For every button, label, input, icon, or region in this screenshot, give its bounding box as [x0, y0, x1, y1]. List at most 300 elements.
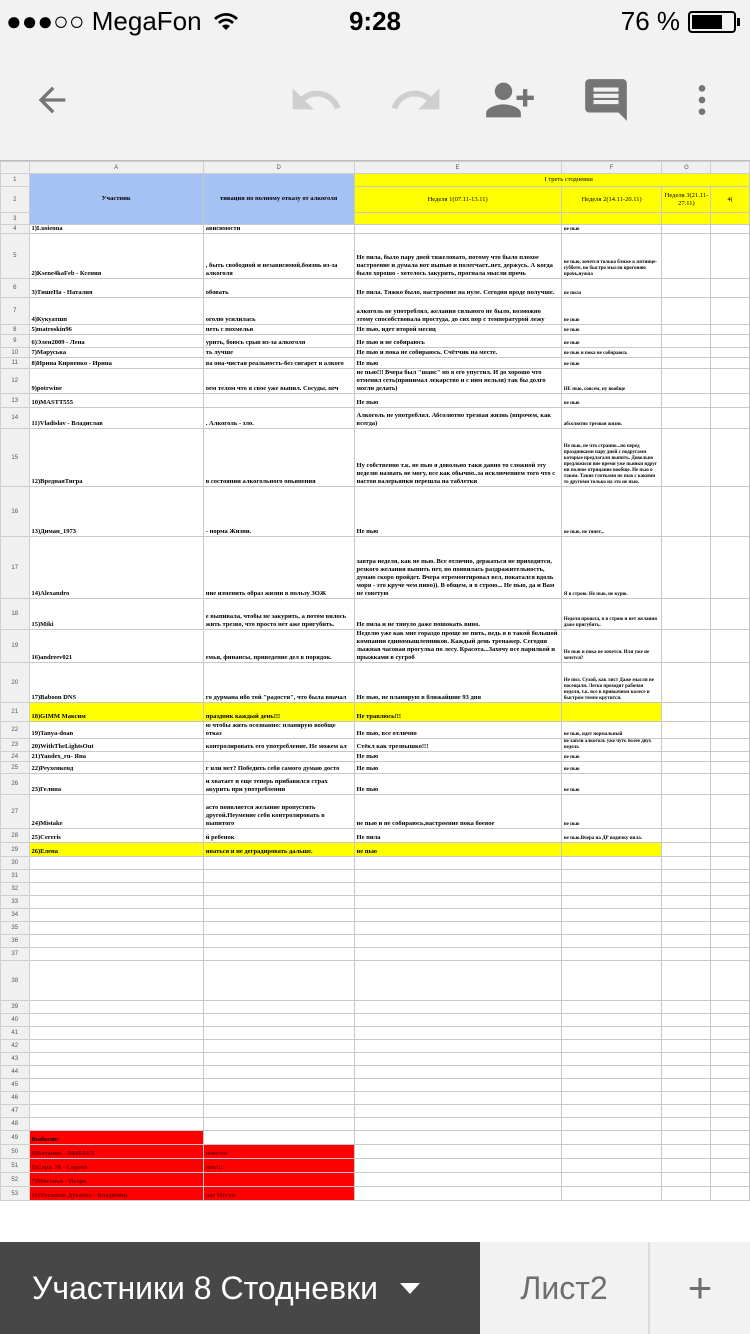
cell[interactable] [354, 1131, 561, 1145]
week3-cell[interactable] [662, 487, 711, 537]
week4-cell[interactable] [711, 739, 750, 752]
row-number[interactable]: 13 [1, 394, 30, 408]
row-number[interactable]: 14 [1, 408, 30, 429]
cell[interactable] [561, 1105, 662, 1118]
motivation-cell[interactable]: го дурмана ибо той "радости", что была вначал [203, 663, 354, 703]
week2-cell[interactable]: Я в строю. Не пью, не курю. [561, 537, 662, 599]
participant-cell[interactable]: 24)Mistake [29, 795, 203, 829]
participant-cell[interactable]: 7)Маруська [29, 348, 203, 358]
cell[interactable] [711, 1145, 750, 1159]
week3-cell[interactable] [662, 722, 711, 739]
week1-cell[interactable]: Не пью и не собираюсь [354, 335, 561, 348]
week1-cell[interactable]: Не травлюсь!!! [354, 703, 561, 722]
week1-cell[interactable]: Не пила [354, 829, 561, 843]
row-number[interactable]: 34 [1, 909, 30, 922]
column-header-g[interactable]: G [662, 162, 711, 174]
participant-cell[interactable]: 21)Yandex_ru- Яна [29, 752, 203, 762]
cell[interactable] [662, 1014, 711, 1027]
cell[interactable] [561, 1066, 662, 1079]
cell[interactable] [354, 1066, 561, 1079]
motivation-cell[interactable]: асто появляется желание пропустить другой.Неумение себя контролировать в выпитого [203, 795, 354, 829]
row-number[interactable]: 48 [1, 1118, 30, 1131]
cell[interactable] [561, 909, 662, 922]
week4-cell[interactable] [711, 762, 750, 774]
week4-cell[interactable] [711, 279, 750, 298]
week3-cell[interactable] [662, 795, 711, 829]
row-number[interactable]: 51 [1, 1159, 30, 1173]
cell[interactable] [203, 922, 354, 935]
cell[interactable] [354, 909, 561, 922]
cell[interactable] [354, 961, 561, 1001]
cell[interactable] [29, 1079, 203, 1092]
cell[interactable] [29, 909, 203, 922]
cell[interactable] [662, 1187, 711, 1201]
row-number[interactable]: 10 [1, 348, 30, 358]
row-number[interactable]: 33 [1, 896, 30, 909]
row-number[interactable]: 16 [1, 487, 30, 537]
cell[interactable] [354, 870, 561, 883]
week2-cell[interactable]: не пью [561, 752, 662, 762]
redo-button[interactable] [386, 70, 446, 130]
row-number[interactable]: 7 [1, 298, 30, 325]
row-number[interactable]: 25 [1, 762, 30, 774]
cell[interactable] [662, 948, 711, 961]
cell[interactable] [662, 1105, 711, 1118]
motivation-cell[interactable]: в состоянии алкогольного опьянения [203, 429, 354, 487]
column-header-e[interactable]: E [354, 162, 561, 174]
cell[interactable] [203, 1105, 354, 1118]
participant-cell[interactable]: 19)Tanya-doan [29, 722, 203, 739]
week2-cell[interactable]: не пью [561, 394, 662, 408]
motivation-cell[interactable]: ависимости [203, 225, 354, 234]
cell[interactable] [662, 857, 711, 870]
cell[interactable] [711, 1053, 750, 1066]
row-number[interactable]: 8 [1, 325, 30, 335]
cell[interactable] [203, 1014, 354, 1027]
header-motivation[interactable]: тивация по полному отказу от алкоголя [203, 174, 354, 225]
cell[interactable] [711, 213, 750, 225]
row-number[interactable]: 2 [1, 187, 30, 213]
participant-cell[interactable]: 4)Кукуатшп [29, 298, 203, 325]
week2-cell[interactable]: не пью [561, 762, 662, 774]
week3-cell[interactable] [662, 703, 711, 722]
cell[interactable] [711, 1079, 750, 1092]
week2-cell[interactable]: не пью, не тянет... [561, 487, 662, 537]
week1-cell[interactable]: Не пью [354, 752, 561, 762]
cell[interactable] [203, 1131, 354, 1145]
row-number[interactable]: 11 [1, 358, 30, 369]
cell[interactable] [203, 1079, 354, 1092]
week2-cell[interactable]: не пью и пока не собираюсь [561, 348, 662, 358]
cell[interactable] [29, 922, 203, 935]
row-number[interactable]: 28 [1, 829, 30, 843]
week1-cell[interactable]: Не пила, было пару дней тяжеловато, потому что было плохое настроение и думала вот выпью и полегчает..нет, держусь. А когда было хорошо - хотелось закурить, прогнала мысли прочь [354, 234, 561, 279]
week4-cell[interactable] [711, 335, 750, 348]
cell[interactable] [29, 1014, 203, 1027]
row-number[interactable]: 22 [1, 722, 30, 739]
week1-cell[interactable] [354, 225, 561, 234]
week1-cell[interactable]: не пью [354, 843, 561, 857]
cell[interactable] [354, 922, 561, 935]
undo-button[interactable] [286, 70, 346, 130]
cell[interactable] [561, 1027, 662, 1040]
row-number[interactable]: 21 [1, 703, 30, 722]
week1-cell[interactable]: Не пила и не тянуло даже пошокать вино. [354, 599, 561, 630]
cell[interactable] [662, 935, 711, 948]
dropout-motivation-cell[interactable]: имости [203, 1145, 354, 1159]
participant-cell[interactable]: 16)andreev021 [29, 630, 203, 663]
cell[interactable] [203, 896, 354, 909]
week4-cell[interactable] [711, 722, 750, 739]
week3-cell[interactable] [662, 537, 711, 599]
dropout-name-cell[interactable]: 4)Ботаник - ВЫБЫЛ [29, 1145, 203, 1159]
row-number[interactable]: 29 [1, 843, 30, 857]
column-header-h[interactable] [711, 162, 750, 174]
cell[interactable] [711, 1092, 750, 1105]
motivation-cell[interactable]: ю чтобы жить осознанно: планирую вообще отказ [203, 722, 354, 739]
cell[interactable] [354, 1159, 561, 1173]
cell[interactable] [29, 961, 203, 1001]
cell[interactable] [354, 1001, 561, 1014]
row-number[interactable]: 32 [1, 883, 30, 896]
header-week-2[interactable]: Неделя 2(14.11-20.11) [561, 187, 662, 213]
row-number[interactable]: 31 [1, 870, 30, 883]
dropout-name-cell[interactable]: 1)Серж 78 - Сергей [29, 1159, 203, 1173]
week2-cell[interactable]: не пила [561, 279, 662, 298]
header-week-4[interactable]: 4( [711, 187, 750, 213]
week4-cell[interactable] [711, 829, 750, 843]
row-number[interactable]: 1 [1, 174, 30, 187]
cell[interactable] [662, 922, 711, 935]
cell[interactable] [354, 1118, 561, 1131]
cell[interactable] [711, 1187, 750, 1201]
row-number[interactable]: 12 [1, 369, 30, 394]
dropout-title[interactable]: Выбыли: [29, 1131, 203, 1145]
week1-cell[interactable]: Алкоголь не употреблял. Абсолютно трезвая жизнь (впрочем, как всегда) [354, 408, 561, 429]
participant-cell[interactable]: 17)Baboon DNS [29, 663, 203, 703]
cell[interactable] [29, 1092, 203, 1105]
cell[interactable] [354, 213, 561, 225]
week2-cell[interactable]: не пью [561, 298, 662, 325]
cell[interactable] [561, 883, 662, 896]
row-number[interactable]: 43 [1, 1053, 30, 1066]
week4-cell[interactable] [711, 663, 750, 703]
week3-cell[interactable] [662, 234, 711, 279]
week2-cell[interactable]: Не пью и пока не хочется. Или уже не хочется? [561, 630, 662, 663]
week1-cell[interactable]: Не пью и пока не собираюсь. Счётчик на месте. [354, 348, 561, 358]
cell[interactable] [662, 213, 711, 225]
week1-cell[interactable]: Не пью, все отлично [354, 722, 561, 739]
week4-cell[interactable] [711, 225, 750, 234]
cell[interactable] [662, 1145, 711, 1159]
cell[interactable] [203, 1027, 354, 1040]
comment-button[interactable] [576, 70, 636, 130]
participant-cell[interactable]: 8)Ирина Кирвенко - Ирина [29, 358, 203, 369]
week3-cell[interactable] [662, 663, 711, 703]
cell[interactable] [561, 948, 662, 961]
cell[interactable] [662, 1001, 711, 1014]
participant-cell[interactable]: 11)Vladislav - Владислав [29, 408, 203, 429]
cell[interactable] [711, 1173, 750, 1187]
cell[interactable] [711, 909, 750, 922]
cell[interactable] [354, 1173, 561, 1187]
week2-cell[interactable]: Неделя прошла, я в строю и нет желания даже пригубить. [561, 599, 662, 630]
row-number[interactable]: 45 [1, 1079, 30, 1092]
cell[interactable] [203, 1001, 354, 1014]
week4-cell[interactable] [711, 752, 750, 762]
participant-cell[interactable]: 6)Элен2009 - Лена [29, 335, 203, 348]
week2-cell[interactable]: не пью [561, 795, 662, 829]
row-number[interactable]: 46 [1, 1092, 30, 1105]
cell[interactable] [561, 213, 662, 225]
week2-cell[interactable]: не пью [561, 358, 662, 369]
tab-participants[interactable] [0, 1242, 480, 1334]
cell[interactable] [711, 948, 750, 961]
week3-cell[interactable] [662, 369, 711, 394]
week3-cell[interactable] [662, 394, 711, 408]
row-number[interactable]: 20 [1, 663, 30, 703]
week4-cell[interactable] [711, 234, 750, 279]
week4-cell[interactable] [711, 703, 750, 722]
week3-cell[interactable] [662, 774, 711, 795]
cell[interactable] [711, 1014, 750, 1027]
row-number[interactable]: 53 [1, 1187, 30, 1201]
cell[interactable] [29, 935, 203, 948]
motivation-cell[interactable]: ть лучше [203, 348, 354, 358]
participant-cell[interactable]: 10)MASTT555 [29, 394, 203, 408]
row-number[interactable]: 37 [1, 948, 30, 961]
cell[interactable] [29, 1118, 203, 1131]
week2-cell[interactable]: не пью, хочется только ближе к пятнице-субботе, но быстро мысли прогоняю прочь,нужна [561, 234, 662, 279]
participant-cell[interactable]: 20)WithTheLightsOut [29, 739, 203, 752]
cell[interactable] [203, 1118, 354, 1131]
cell[interactable] [711, 1105, 750, 1118]
cell[interactable] [561, 870, 662, 883]
week1-cell[interactable]: Не пью [354, 762, 561, 774]
week2-cell[interactable]: не пью [561, 325, 662, 335]
spreadsheet-grid[interactable] [0, 160, 750, 1243]
row-number[interactable]: 15 [1, 429, 30, 487]
row-number[interactable]: 27 [1, 795, 30, 829]
cell[interactable] [711, 1040, 750, 1053]
cell[interactable] [29, 1053, 203, 1066]
cell[interactable] [662, 1066, 711, 1079]
row-number[interactable]: 44 [1, 1066, 30, 1079]
cell[interactable] [354, 1187, 561, 1201]
cell[interactable] [711, 1027, 750, 1040]
participant-cell[interactable]: 15)Miki [29, 599, 203, 630]
row-number[interactable]: 35 [1, 922, 30, 935]
cell[interactable] [711, 922, 750, 935]
row-number[interactable]: 42 [1, 1040, 30, 1053]
week1-cell[interactable]: алкоголь не употреблял, желания сильного не было, возможно этому способствовала простуда, до сих пор с температурой лежу [354, 298, 561, 325]
row-number[interactable]: 40 [1, 1014, 30, 1027]
participant-cell[interactable]: 14)Alexandro [29, 537, 203, 599]
week3-cell[interactable] [662, 358, 711, 369]
cell[interactable] [203, 1040, 354, 1053]
week3-cell[interactable] [662, 348, 711, 358]
cell[interactable] [711, 1001, 750, 1014]
cell[interactable] [354, 1092, 561, 1105]
cell[interactable] [561, 1118, 662, 1131]
cell[interactable] [354, 896, 561, 909]
row-number[interactable]: 5 [1, 234, 30, 279]
week4-cell[interactable] [711, 408, 750, 429]
participant-cell[interactable]: 2)Ksene4kaFeb - Ксения [29, 234, 203, 279]
row-number[interactable]: 17 [1, 537, 30, 599]
more-button[interactable] [672, 70, 732, 130]
week1-cell[interactable]: Не пью [354, 774, 561, 795]
participant-cell[interactable]: 5)matroskin96 [29, 325, 203, 335]
participant-cell[interactable]: 23)Гелина [29, 774, 203, 795]
week4-cell[interactable] [711, 369, 750, 394]
row-number[interactable]: 26 [1, 774, 30, 795]
row-number[interactable]: 47 [1, 1105, 30, 1118]
week4-cell[interactable] [711, 325, 750, 335]
cell[interactable] [711, 883, 750, 896]
cell[interactable] [662, 1053, 711, 1066]
motivation-cell[interactable]: , быть свободной и независимой,боязнь из-за алкоголя [203, 234, 354, 279]
motivation-cell[interactable] [203, 394, 354, 408]
add-sheet-button[interactable] [650, 1242, 750, 1334]
cell[interactable] [354, 948, 561, 961]
cell[interactable] [662, 1159, 711, 1173]
motivation-cell[interactable]: ние изменить образ жизни в пользу ЗОЖ [203, 537, 354, 599]
week3-cell[interactable] [662, 739, 711, 752]
row-number[interactable]: 38 [1, 961, 30, 1001]
cell[interactable] [711, 1131, 750, 1145]
dropout-motivation-cell[interactable]: нас Пусти [203, 1187, 354, 1201]
chevron-down-icon[interactable] [400, 1283, 420, 1294]
motivation-cell[interactable]: петь с похмелья [203, 325, 354, 335]
week2-cell[interactable]: абсолютно трезвая жизнь [561, 408, 662, 429]
tab-list2[interactable] [480, 1242, 650, 1334]
cell[interactable] [561, 1187, 662, 1201]
row-number[interactable]: 6 [1, 279, 30, 298]
week3-cell[interactable] [662, 429, 711, 487]
cell[interactable] [711, 1159, 750, 1173]
cell[interactable] [203, 1066, 354, 1079]
cell[interactable] [561, 961, 662, 1001]
cell[interactable] [711, 870, 750, 883]
motivation-cell[interactable]: оголю усилилась [203, 298, 354, 325]
cell[interactable] [354, 1040, 561, 1053]
cell[interactable] [561, 1145, 662, 1159]
dropout-motivation-cell[interactable] [203, 1173, 354, 1187]
week2-cell[interactable] [561, 703, 662, 722]
cell[interactable] [561, 1079, 662, 1092]
motivation-cell[interactable]: ва она-чистая реальность-без сигарет и алкого [203, 358, 354, 369]
cell[interactable] [561, 1131, 662, 1145]
week4-cell[interactable] [711, 795, 750, 829]
week1-cell[interactable]: Неделю уже как мне гораздо проще не пить, ведь я в такой большой компании единомышленников. Каждый день тренажер. Сегодня лыжная часовая прогулка по лесу. Красота...Захочу все парилкой и прыжками в сугроб [354, 630, 561, 663]
week2-cell[interactable] [561, 843, 662, 857]
row-number[interactable]: 30 [1, 857, 30, 870]
cell[interactable] [29, 1027, 203, 1040]
cell[interactable] [711, 896, 750, 909]
participant-cell[interactable]: 3)ТишеНа - Наталия [29, 279, 203, 298]
corner-cell[interactable] [1, 162, 30, 174]
week4-cell[interactable] [711, 537, 750, 599]
week3-cell[interactable] [662, 408, 711, 429]
cell[interactable] [561, 922, 662, 935]
motivation-cell[interactable]: оем телом что я свое уже выпил. Сосуды, печ [203, 369, 354, 394]
row-number[interactable]: 3 [1, 213, 30, 225]
week3-cell[interactable] [662, 843, 711, 857]
cell[interactable] [561, 1040, 662, 1053]
cell[interactable] [29, 1001, 203, 1014]
column-header-a[interactable]: A [29, 162, 203, 174]
participant-cell[interactable]: 26)Елена [29, 843, 203, 857]
row-number[interactable]: 4 [1, 225, 30, 234]
cell[interactable] [561, 1092, 662, 1105]
cell[interactable] [561, 1014, 662, 1027]
motivation-cell[interactable]: - норма Жизни. [203, 487, 354, 537]
row-number[interactable]: 52 [1, 1173, 30, 1187]
motivation-cell[interactable]: . Алкоголь - зло. [203, 408, 354, 429]
week1-cell[interactable]: завтра неделя, как не пью. Все отлично, держаться не приходится, резкого желания выпить нет, но появилась раздражительность, думаю скоро пройдет. Вчера отремонтировал вел, покатался вдоль моря - это круче чем пиво)). В общем, я в строю... Не пью, да и Вам не советую [354, 537, 561, 599]
cell[interactable] [203, 948, 354, 961]
cell[interactable] [662, 1118, 711, 1131]
participant-cell[interactable]: 18)GIMM Максим [29, 703, 203, 722]
cell[interactable] [711, 961, 750, 1001]
week1-cell[interactable]: Не пью [354, 487, 561, 537]
motivation-cell[interactable]: праздник каждый день!!! [203, 703, 354, 722]
cell[interactable] [561, 1053, 662, 1066]
week3-cell[interactable] [662, 279, 711, 298]
row-number[interactable]: 49 [1, 1131, 30, 1145]
week1-cell[interactable]: Ну собственно т.к. не пью я довольно таки давно то сложной эту неделю назвать не могу, все как обычно..за исключением того что с настоя валерьянки перешла на таблетки [354, 429, 561, 487]
cell[interactable] [354, 1027, 561, 1040]
week1-cell[interactable]: не пью!!! Вчера был "шанс" но я его упустил. И до хорошо что отменил сеть(принимал лекарство и с ним нельзя) так бы долго могли делать) [354, 369, 561, 394]
week3-cell[interactable] [662, 829, 711, 843]
participant-cell[interactable]: 25)Сегеris [29, 829, 203, 843]
cell[interactable] [203, 883, 354, 896]
cell[interactable] [354, 1053, 561, 1066]
cell[interactable] [354, 935, 561, 948]
cell[interactable] [29, 870, 203, 883]
cell[interactable] [203, 935, 354, 948]
cell[interactable] [354, 1014, 561, 1027]
week4-cell[interactable] [711, 394, 750, 408]
participant-cell[interactable]: 13)Диман_1973 [29, 487, 203, 537]
cell[interactable] [203, 1053, 354, 1066]
header-participant[interactable]: Участник [29, 174, 203, 225]
cell[interactable] [561, 857, 662, 870]
week4-cell[interactable] [711, 487, 750, 537]
row-number[interactable]: 50 [1, 1145, 30, 1159]
cell[interactable] [662, 883, 711, 896]
motivation-cell[interactable]: й ребенок [203, 829, 354, 843]
cell[interactable] [29, 883, 203, 896]
cell[interactable] [203, 870, 354, 883]
week2-cell[interactable]: Не пил. Сухой, как лист Даже мысли не посещали. Легко проходит рабочая неделя, т.к. все в привычном колесе и быстром темпе крутится. [561, 663, 662, 703]
row-number[interactable]: 41 [1, 1027, 30, 1040]
motivation-cell[interactable]: контролировать его употребление. Не можем ал [203, 739, 354, 752]
week4-cell[interactable] [711, 298, 750, 325]
cell[interactable] [29, 1105, 203, 1118]
week3-cell[interactable] [662, 225, 711, 234]
week2-cell[interactable]: не пью [561, 335, 662, 348]
cell[interactable] [561, 896, 662, 909]
week4-cell[interactable] [711, 774, 750, 795]
week2-cell[interactable]: не хапли алкоголь уже чуть более двух недель [561, 739, 662, 752]
cell[interactable] [662, 896, 711, 909]
week1-cell[interactable]: Стёкл как трезвышко!!! [354, 739, 561, 752]
cell[interactable] [662, 1173, 711, 1187]
week3-cell[interactable] [662, 630, 711, 663]
week2-cell[interactable]: не пью.Вчера на ДР водичку пила. [561, 829, 662, 843]
